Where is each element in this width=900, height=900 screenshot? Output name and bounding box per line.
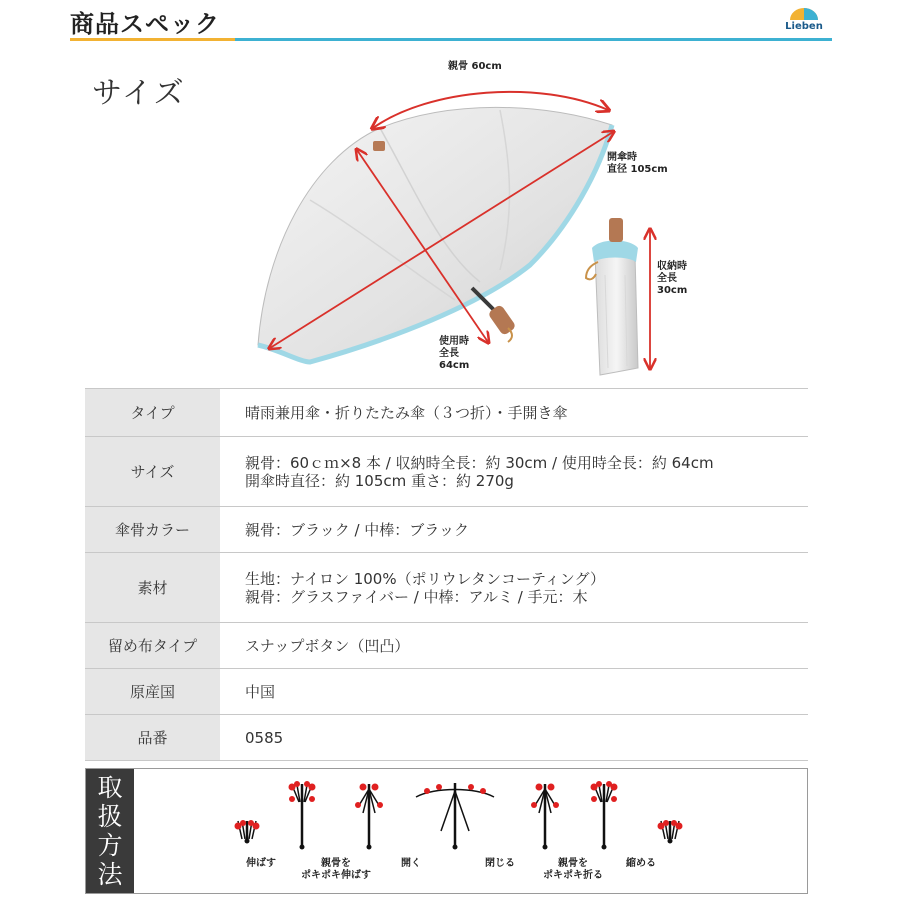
open-diameter-label-line1: 開傘時 xyxy=(607,152,637,163)
spec-value xyxy=(220,437,808,507)
in-use-length-label-line1: 使用時 xyxy=(439,336,469,347)
spec-value xyxy=(220,623,808,669)
step-label-line1: 伸ばす xyxy=(246,858,276,869)
spec-value xyxy=(220,553,808,623)
spec-value-line: 親骨：グラスファイバー / 中棒：アルミ / 手元：木 xyxy=(245,587,588,606)
umbrella-size-illustration xyxy=(240,50,700,385)
spec-key: 品番 xyxy=(85,715,220,761)
step-label-line2: ポキポキ折る xyxy=(543,870,603,881)
spec-value-line: 中国 xyxy=(245,682,276,701)
spec-row-frame-color xyxy=(85,507,808,553)
spec-value-line: 親骨：ブラック / 中棒：ブラック xyxy=(245,520,469,539)
page-header xyxy=(70,0,832,44)
folded-umbrella-illustration xyxy=(586,218,638,375)
step-label-line1: 開く xyxy=(401,858,421,869)
spec-value-line: 生地：ナイロン 100%（ポリウレタンコーティング） xyxy=(245,569,605,588)
in-use-length-label-line2: 全長 xyxy=(439,348,459,359)
step-label-close xyxy=(473,858,527,870)
spec-row-origin xyxy=(85,669,808,715)
step-label-line1: 親骨を xyxy=(558,858,588,869)
step-label-shorten xyxy=(611,858,671,870)
spec-value-line: 0585 xyxy=(245,728,284,747)
spec-value xyxy=(220,507,808,553)
step-shorten-icon xyxy=(658,820,683,844)
rib-length-label: 親骨 60cm xyxy=(448,61,502,72)
spec-row-product-number xyxy=(85,715,808,761)
spec-key: サイズ xyxy=(85,437,220,507)
step-label-open xyxy=(386,858,436,870)
umbrella-diagram xyxy=(240,50,700,385)
size-section-title: サイズ xyxy=(92,76,186,111)
header-divider-accent xyxy=(70,38,235,41)
spec-value xyxy=(220,389,808,437)
folded-length-label-line1: 収納時 xyxy=(657,261,687,272)
open-diameter-label xyxy=(607,152,668,176)
in-use-length-label-line3: 64cm xyxy=(439,360,470,371)
brand-logo xyxy=(780,4,828,36)
in-use-length-label xyxy=(439,336,469,372)
folded-length-label-line3: 30cm xyxy=(657,285,688,296)
spec-table xyxy=(85,388,808,761)
usage-steps-diagram xyxy=(134,769,807,893)
step-label-unfold-ribs xyxy=(291,858,381,882)
spec-row-size xyxy=(85,437,808,507)
spec-key: 素材 xyxy=(85,553,220,623)
step-label-line2: ポキポキ伸ばす xyxy=(301,870,371,881)
spec-key: 留め布タイプ xyxy=(85,623,220,669)
page-title: 商品スペック xyxy=(70,10,220,38)
open-umbrella-illustration xyxy=(258,107,612,362)
usage-title-char: 法 xyxy=(97,860,123,889)
folded-length-label xyxy=(657,261,687,297)
spec-row-strap xyxy=(85,623,808,669)
spec-key: タイプ xyxy=(85,389,220,437)
spec-value xyxy=(220,669,808,715)
spec-key: 傘骨カラー xyxy=(85,507,220,553)
spec-value-line: スナップボタン（凹凸） xyxy=(245,636,410,655)
step-extend-icon xyxy=(235,820,260,844)
step-label-line1: 親骨を xyxy=(321,858,351,869)
step-label-line1: 閉じる xyxy=(485,858,515,869)
step-fold-ribs-icon xyxy=(591,781,618,850)
step-open-icon xyxy=(416,783,494,850)
folded-length-label-line2: 全長 xyxy=(657,273,677,284)
usage-title-char: 方 xyxy=(97,831,123,860)
spec-key: 原産国 xyxy=(85,669,220,715)
step-label-fold-ribs xyxy=(528,858,618,882)
usage-title-char: 扱 xyxy=(97,802,123,831)
step-unfold-ribs-icon xyxy=(289,781,316,850)
usage-title-char: 取 xyxy=(97,773,123,802)
logo-wordmark: Lieben xyxy=(785,21,823,32)
spec-row-material xyxy=(85,553,808,623)
step-label-line1: 縮める xyxy=(626,858,656,869)
spec-value xyxy=(220,715,808,761)
spec-value-line: 親骨：60ｃｍ×8 本 / 収納時全長：約 30cm / 使用時全長：約 64cm xyxy=(245,453,714,472)
step-open-prep-icon xyxy=(355,784,383,850)
step-close-icon xyxy=(531,784,559,850)
spec-row-type xyxy=(85,389,808,437)
step-label-extend xyxy=(231,858,291,870)
spec-value-line: 晴雨兼用傘・折りたたみ傘（３つ折）・手開き傘 xyxy=(245,403,568,422)
usage-instructions xyxy=(85,768,808,894)
usage-side-title xyxy=(86,769,134,893)
open-diameter-label-line2: 直径 105cm xyxy=(607,164,668,175)
spec-value-line: 開傘時直径：約 105cm 重さ：約 270g xyxy=(245,471,514,490)
